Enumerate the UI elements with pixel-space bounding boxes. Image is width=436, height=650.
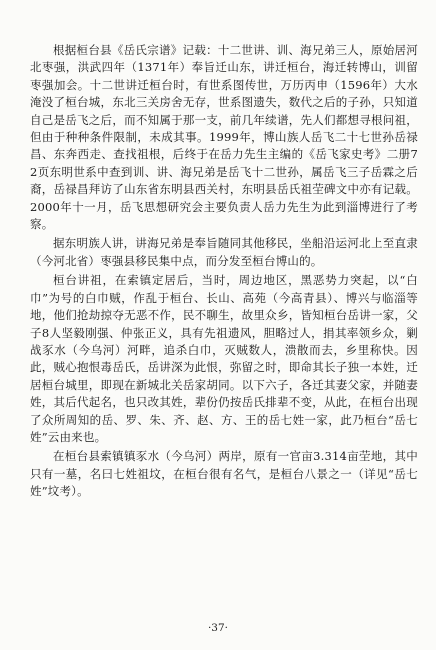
paragraph-ancestral-tomb: 在桓台县索镇镇豕水（今乌河）两岸，原有一官亩3.314亩茔地，其中只有一墓，名曰七姓祖坟，在桓台很有名气，是桓台八景之一（详见“岳七姓”坟考）。: [30, 449, 418, 499]
page-number: ·37·: [207, 622, 229, 634]
paragraph-genealogy-record: 根据桓台县《岳氏宗谱》记载：十二世讲、训、海兄弟三人，原始居河北枣强，洪武四年（1371年）奉旨迁山东，讲迁桓台，海迁转博山，训留枣强加会。十二世讲迁桓台时，有世系图传世，万历丙申（1596年）大水淹没了桓台城，东北三关房舍无存，世系图遗失，数代之后的子孙，只知道自己是岳飞之后，而不知属于那一支，前几年续谱，先人们都想寻根问祖，但由于种种条件限制，未成其事。1999年，博山族人岳飞二十七世孙岳禄昌、东奔西走、查找祖根，后终于在岳力先生主编的《岳飞家史考》二册72页东明世系中查到训、讲、海兄弟是岳飞十二世孙，属岳飞三子岳霖之后裔，岳禄昌拜访了山东省东明县西关村，东明县岳氏祖茔碑文中亦有记载。2000年十一月，岳飞思想研究会主要负责人岳力先生为此到淄博进行了考察。: [30, 43, 418, 232]
paragraph-dongming-account: 据东明族人讲，讲海兄弟是奉旨随同其他移民，坐船沿运河北上至直隶（今河北省）枣强县移民集中点，而分发至桓台博山的。: [30, 236, 418, 268]
text-body: [30, 42, 418, 501]
paragraph-huantai-settlement: 桓台讲祖，在索镇定居后，当时，周边地区，黑恶势力突起，以“白巾”为号的白巾贼，作乱于桓台、长山、高苑（今高青县）、博兴与临淄等地，他们抢劫掠夺无恶不作，民不聊生，故里众乡，皆知桓台岳讲一家，父子8人坚毅刚强、仲张正义，具有先祖遗风，胆略过人，捐其率领乡众，剿战豕水（今乌河）河畔，追杀白巾，灭贼数人，溃散而去，乡里称快。因此，贼心抱恨毒岳氏，岳讲深为此恨，弥留之时，即命其长子独一本姓，迁居桓台城里，即现在新城北关岳家胡同。以下六子，各迁其妻父家，并随妻姓，其后代起名，也只改其姓，辈份仍按岳氏排辈不变，从此，在桓台出现了众所周知的岳、罗、朱、齐、赵、方、王的岳七姓一家，此乃桓台“岳七姓”云由来也。: [30, 273, 418, 444]
